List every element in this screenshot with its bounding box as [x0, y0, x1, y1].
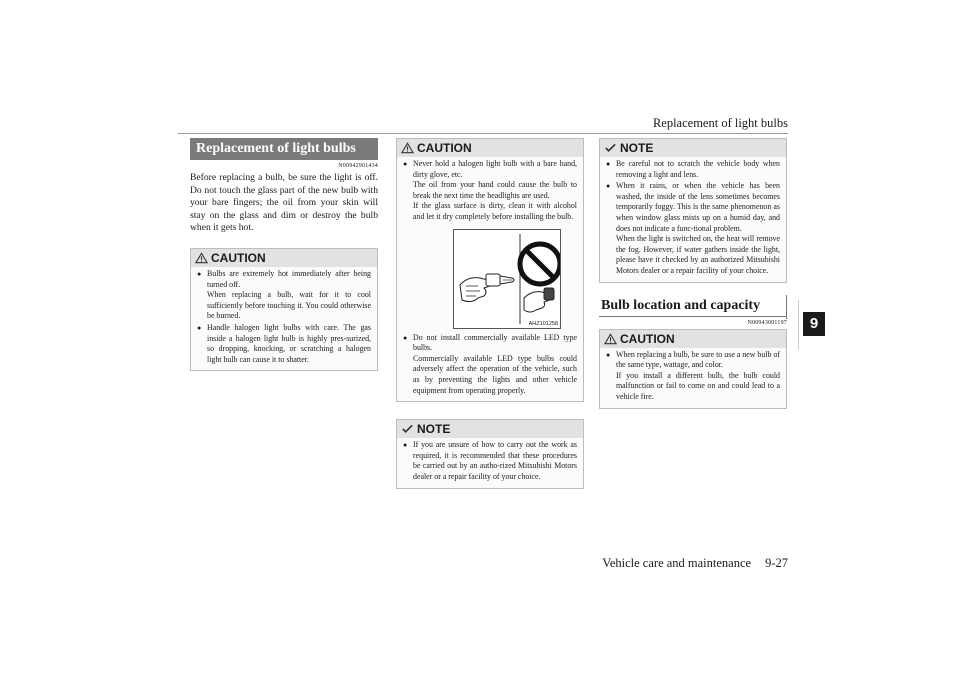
- warning-triangle-icon: [195, 252, 208, 264]
- list-item: ● When replacing a bulb, be sure to use a new bulb of the same type, wattage, and color. If you install a different bulb, the bulb could malfunction or fail to come on and could lead to a vehicle fire.: [606, 350, 780, 403]
- list-item: ● When it rains, or when the vehicle has been washed, the inside of the lens sometimes becomes temporarily foggy. This is the same phenomenon as when window glass mists up on a humid day, and does not indicate a func-tional problem. When the light is switched on, the heat will remove the fog. However, if water gathers inside the light, please have it checked by an authorized Mitsubishi Motors dealer or a repair facility of your choice.: [606, 181, 780, 276]
- column-1: [190, 138, 378, 371]
- caution-header: [397, 139, 583, 157]
- list-item: ● If you are unsure of how to carry out the work as required, it is recommended that these procedures be carried out by an autho-rized Mitsubishi Motors dealer or a repair facility of your choice.: [403, 440, 577, 482]
- note-box: [396, 419, 584, 488]
- warning-triangle-icon: [604, 333, 617, 345]
- footer-section: Vehicle care and maintenance: [602, 556, 752, 570]
- caution-box: [190, 248, 378, 371]
- list-item: ● Be careful not to scratch the vehicle body when removing a light and lens.: [606, 159, 780, 180]
- section-code: N00942901434: [338, 163, 378, 169]
- list-item: ● Do not install commercially available LED type bulbs. Commercially available LED type bulbs could adversely affect the operation of the vehicle, such as by preventing the lights and other vehicle equipment from operating properly.: [403, 333, 577, 397]
- caution-label: CAUTION: [417, 141, 472, 155]
- bulb-handling-figure: [453, 229, 561, 329]
- section-code: N00943001197: [747, 319, 787, 326]
- caution-box: [396, 138, 584, 402]
- section-title-replacement: Replacement of light bulbs: [190, 138, 378, 160]
- bulb-location-section: [599, 295, 787, 317]
- note-header: [397, 420, 583, 438]
- hand-holding-bulb-illustration: [454, 230, 560, 328]
- note-header: [600, 139, 786, 157]
- tab-guide-line: [798, 300, 799, 350]
- caution-box: [599, 329, 787, 409]
- column-3: [599, 138, 787, 409]
- note-checkmark-icon: [604, 142, 617, 154]
- note-box: [599, 138, 787, 283]
- note-checkmark-icon: [401, 423, 414, 435]
- page-footer: [602, 556, 788, 571]
- running-header-title: Replacement of light bulbs: [652, 116, 788, 130]
- note-label: NOTE: [417, 422, 451, 437]
- intro-paragraph: Before replacing a bulb, be sure the light is off. Do not touch the glass part of the new bulb with your bare fingers; the oil from your skin will stay on the glass and dim or destroy the bulb when it gets hot.: [190, 172, 378, 234]
- list-item: ● Bulbs are extremely hot immediately after being turned off. When replacing a bulb, wait for it to cool sufficiently before touching it. You could otherwise be burned.: [197, 269, 371, 322]
- note-label: NOTE: [620, 141, 654, 155]
- page-number: 9-27: [765, 556, 788, 570]
- chapter-tab: 9: [803, 312, 825, 336]
- section-title-bulb-location: Bulb location and capacity: [599, 295, 787, 317]
- column-2: [396, 138, 584, 489]
- figure-code: AHZ101258: [528, 320, 558, 327]
- list-item: ● Handle halogen light bulbs with care. The gas inside a halogen light bulb is highly pres-surized, so dropping, knocking, or scratching a halogen light bulb can cause it to shatter.: [197, 323, 371, 365]
- warning-triangle-icon: [401, 142, 414, 154]
- header-rule: [178, 133, 788, 134]
- caution-header: [600, 330, 786, 348]
- caution-header: [191, 249, 377, 267]
- list-item: ● Never hold a halogen light bulb with a bare hand, dirty glove, etc. The oil from your hand could cause the bulb to break the next time the headlights are used. If the glass surface is dirty, clean it with alcohol and let it dry completely before installing the bulb.: [403, 159, 577, 223]
- caution-label: CAUTION: [211, 250, 266, 265]
- caution-label: CAUTION: [620, 331, 675, 346]
